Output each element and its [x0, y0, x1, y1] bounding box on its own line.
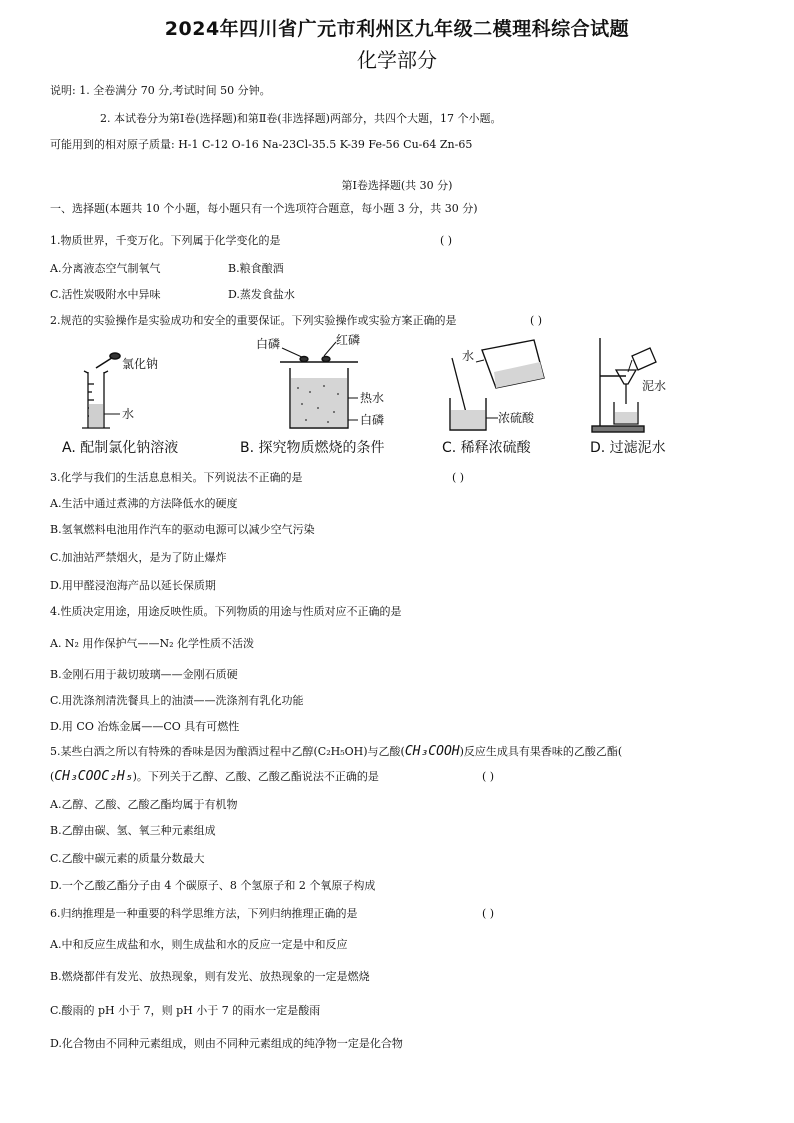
note-1: 说明: 1. 全卷满分 70 分,考试时间 50 分钟。 [50, 84, 271, 97]
q1-answer-paren: ( ) [440, 234, 453, 247]
q5-option-d: D.一个乙酸乙酯分子由 4 个碳原子、8 个氢原子和 2 个氧原子构成 [50, 879, 376, 892]
q3-option-a: A.生活中通过煮沸的方法降低水的硬度 [50, 497, 238, 510]
q1-stem: 1.物质世界，千变万化。下列属于化学变化的是 [50, 234, 281, 247]
q5-option-c: C.乙酸中碳元素的质量分数最大 [50, 852, 205, 865]
q6-option-a: A.中和反应生成盐和水，则生成盐和水的反应一定是中和反应 [50, 938, 348, 951]
fig-b-caption: B. 探究物质燃烧的条件 [240, 440, 385, 456]
q5-stem-line2: (CH₃COOC₂H₅)。下列关于乙醇、乙酸、乙酸乙酯说法不正确的是 [50, 769, 379, 784]
q3-option-d: D.用甲醛浸泡海产品以延长保质期 [50, 579, 216, 592]
figure-b-combustion [250, 332, 400, 434]
q5-stem-line1 [50, 745, 622, 759]
q4-option-b: B.金刚石用于裁切玻璃——金刚石质硬 [50, 668, 238, 681]
q5-stem-part3: )。下列关于乙醇、乙酸、乙酸乙酯说法不正确的是 [132, 770, 379, 783]
fig-a-caption: A. 配制氯化钠溶液 [62, 440, 179, 456]
q4-option-d: D.用 CO 冶炼金属——CO 具有可燃性 [50, 720, 240, 733]
section-instruction: 一、选择题(本题共 10 个小题，每小题只有一个选项符合题意，每小题 3 分，共 30 分) [50, 202, 478, 215]
pouring-beaker-icon [632, 348, 656, 370]
exam-title: 2024年四川省广元市利州区九年级二模理科综合试题 [164, 18, 630, 40]
q1-option-b: B.粮食酿酒 [228, 262, 284, 275]
q4-stem: 4.性质决定用途，用途反映性质。下列物质的用途与性质对应不正确的是 [50, 605, 402, 618]
fig-b-label-white-p-2: 白磷 [360, 413, 385, 427]
q5-formula-acetic-acid: CH₃COOH [404, 744, 460, 759]
q5-stem-part1: 5.某些白酒之所以有特殊的香味是因为酿酒过程中乙醇(C₂H₅OH)与乙酸( [50, 745, 405, 758]
q1-option-c: C.活性炭吸附水中异味 [50, 288, 161, 301]
fig-c-label-water: 水 [462, 349, 475, 363]
fig-c-caption: C. 稀释浓硫酸 [442, 440, 531, 456]
q6-option-c: C.酸雨的 pH 小于 7，则 pH 小于 7 的雨水一定是酸雨 [50, 1004, 321, 1017]
atomic-masses: 可能用到的相对原子质量: H-1 C-12 O-16 Na-23Cl-35.5 K-39 Fe-56 Cu-64 Zn-65 [50, 138, 473, 151]
funnel-icon [616, 370, 636, 404]
figure-d-filtration [590, 332, 680, 434]
q2-answer-paren: ( ) [530, 314, 543, 327]
q3-option-c: C.加油站严禁烟火，是为了防止爆炸 [50, 551, 227, 564]
q5-answer-paren: ( ) [482, 770, 495, 783]
q3-option-b: B.氢氧燃料电池用作汽车的驱动电源可以减少空气污染 [50, 523, 315, 536]
fig-a-label-water: 水 [122, 407, 135, 421]
spatula-icon [96, 353, 120, 368]
figure-a-cylinder [60, 342, 190, 434]
section-heading: 第Ⅰ卷选择题(共 30 分) [341, 179, 453, 192]
fig-b-label-red-p: 红磷 [336, 333, 361, 347]
q4-option-c: C.用洗涤剂清洗餐具上的油渍——洗涤剂有乳化功能 [50, 694, 304, 707]
q1-option-a: A.分离液态空气制氧气 [50, 262, 161, 275]
q1-option-d: D.蒸发食盐水 [228, 288, 295, 301]
fig-c-label-acid: 浓硫酸 [498, 411, 535, 425]
fig-b-label-white-p: 白磷 [256, 337, 281, 351]
q5-option-b: B.乙醇由碳、氢、氧三种元素组成 [50, 824, 216, 837]
fig-b-label-hot-water: 热水 [360, 391, 385, 405]
q6-option-b: B.燃烧都伴有发光、放热现象，则有发光、放热现象的一定是燃烧 [50, 970, 370, 983]
q5-stem-part2: )反应生成具有果香味的乙酸乙酯( [459, 745, 623, 758]
copper-plate-icon [280, 357, 358, 363]
q5-formula-ethyl-acetate: CH₃COOC₂H₅ [54, 769, 133, 784]
q3-stem: 3.化学与我们的生活息息相关。下列说法不正确的是 [50, 471, 303, 484]
q2-stem: 2.规范的实验操作是实验成功和安全的重要保证。下列实验操作或实验方案正确的是 [50, 314, 457, 327]
q6-answer-paren: ( ) [482, 907, 495, 920]
fig-d-caption: D. 过滤泥水 [590, 440, 666, 456]
q4-option-a: A. N₂ 用作保护气——N₂ 化学性质不活泼 [50, 637, 254, 650]
note-2: 2. 本试卷分为第Ⅰ卷(选择题)和第Ⅱ卷(非选择题)两部分，共四个大题，17 个小题。 [100, 112, 502, 125]
exam-subtitle: 化学部分 [357, 48, 437, 72]
fig-a-label-salt: 氯化钠 [122, 357, 159, 371]
fig-d-label-mud: 泥水 [642, 379, 667, 393]
q6-stem: 6.归纳推理是一种重要的科学思维方法，下列归纳推理正确的是 [50, 907, 358, 920]
q6-option-d: D.化合物由不同种元素组成，则由不同种元素组成的纯净物一定是化合物 [50, 1037, 403, 1050]
q3-answer-paren: ( ) [452, 471, 465, 484]
figure-c-dilution [436, 336, 576, 434]
q5-option-a: A.乙醇、乙酸、乙酸乙酯均属于有机物 [50, 798, 238, 811]
